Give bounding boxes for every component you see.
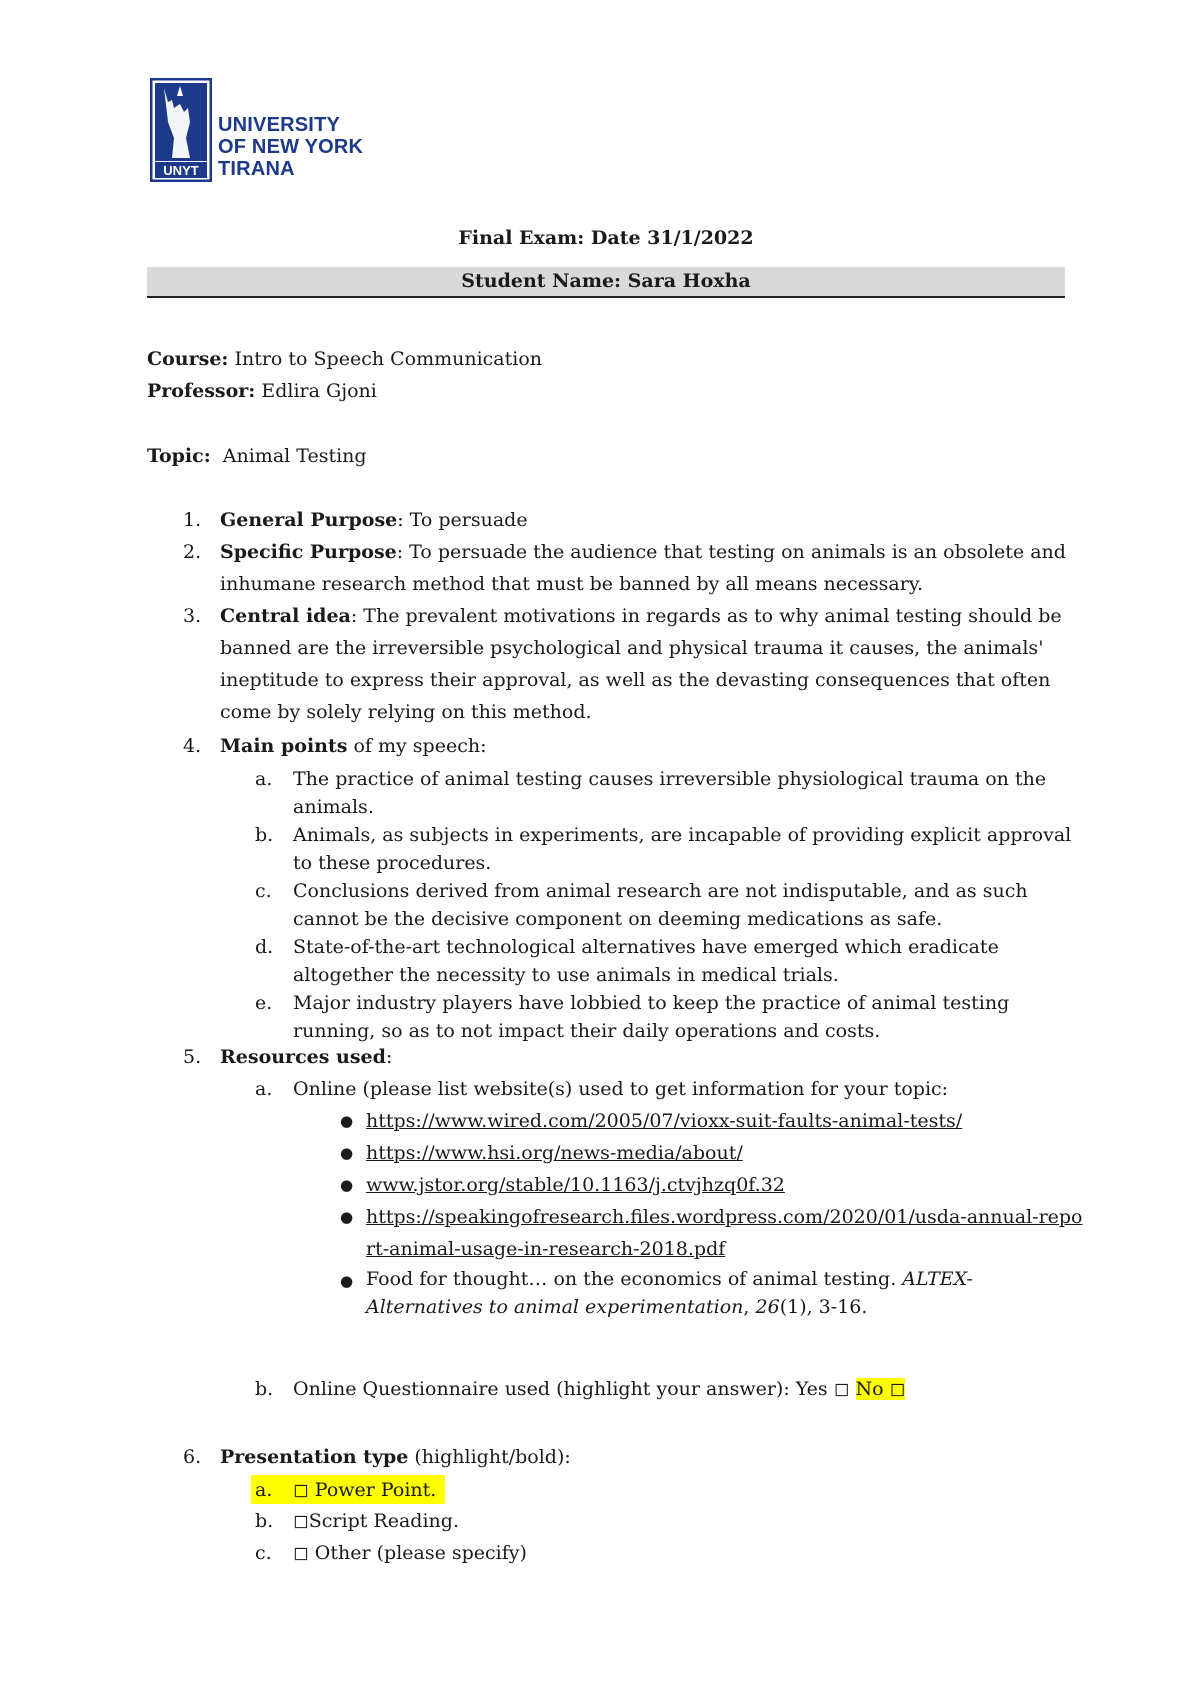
resource-link[interactable]: https://www.hsi.org/news-media/about/ [366, 1142, 743, 1164]
citation-sep: , [743, 1296, 756, 1318]
topic-line [147, 440, 367, 472]
resources-text: : [385, 1046, 393, 1068]
questionnaire-text: Online Questionnaire used (highlight your answer): Yes ◻ [293, 1378, 856, 1400]
option-script-reading: ◻Script Reading. [293, 1510, 459, 1532]
point-letter: a. [255, 768, 273, 790]
logo-line-3: TIRANA [218, 158, 295, 180]
professor-value: Edlira Gjoni [261, 380, 377, 402]
option-power-point: ◻ Power Point. [293, 1479, 437, 1501]
questionnaire-line [293, 1375, 1073, 1403]
citation-volume: 26 [755, 1296, 780, 1318]
option-letter: b. [255, 1510, 274, 1532]
questionnaire-answer: No ◻ [855, 1378, 906, 1400]
item-number: 5. [183, 1046, 202, 1068]
item-number: 1. [183, 509, 202, 531]
student-name-bar [147, 267, 1065, 298]
main-point-a: The practice of animal testing causes irreversible physiological trauma on the animals. [293, 768, 1047, 818]
option-other: ◻ Other (please specify) [293, 1542, 527, 1564]
item-number: 6. [183, 1446, 202, 1468]
bullet-icon: ● [340, 1144, 354, 1162]
item-number: 2. [183, 541, 202, 563]
bullet-icon: ● [340, 1176, 354, 1194]
specific-purpose [220, 536, 1090, 600]
point-letter: b. [255, 1378, 274, 1400]
topic-value: Animal Testing [222, 445, 367, 467]
main-point-e: Major industry players have lobbied to keep the practice of animal testing running, so as to not impact their daily operations and costs. [293, 992, 1010, 1042]
logo-line-1: UNIVERSITY [218, 114, 341, 136]
central-idea-label: Central idea [220, 605, 351, 627]
point-letter: c. [255, 880, 272, 902]
point-letter: e. [255, 992, 273, 1014]
main-points-text: of my speech: [347, 735, 487, 757]
citation-lead: Food for thought… on the economics of animal testing. [366, 1268, 903, 1290]
citation-rest: (1), 3-16. [779, 1296, 868, 1318]
course-value: Intro to Speech Communication [234, 348, 543, 370]
student-name-label: Student Name: [461, 270, 622, 292]
central-idea [220, 600, 1090, 728]
general-purpose-text: : To persuade [397, 509, 528, 531]
point-letter: d. [255, 936, 274, 958]
online-resources-label: Online (please list website(s) used to get information for your topic: [293, 1078, 949, 1100]
option-letter: a. [255, 1479, 273, 1501]
item-number: 4. [183, 735, 202, 757]
citation [366, 1265, 1086, 1321]
presentation-heading [220, 1441, 1090, 1473]
bullet-icon: ● [340, 1112, 354, 1130]
resource-link[interactable]: www.jstor.org/stable/10.1163/j.ctvjhzq0f.32 [366, 1174, 785, 1196]
main-point-b: Animals, as subjects in experiments, are incapable of providing explicit approval to these procedures. [293, 824, 1072, 874]
bullet-icon: ● [340, 1272, 354, 1290]
main-points-heading [220, 730, 1090, 762]
professor-line [147, 375, 377, 407]
item-number: 3. [183, 605, 202, 627]
specific-purpose-label: Specific Purpose [220, 541, 397, 563]
course-line [147, 343, 542, 375]
central-idea-text: : The prevalent motivations in regards as to why animal testing should be banned are the irreversible psychological and physical trauma it causes, the animals' ineptitude to express their approval, as well as the devasting consequences that often come by solely relying on this method. [220, 605, 1062, 723]
student-name-value: Sara Hoxha [627, 270, 751, 292]
resource-link[interactable]: https://www.wired.com/2005/07/vioxx-suit-faults-animal-tests/ [366, 1110, 963, 1132]
point-letter: a. [255, 1078, 273, 1100]
presentation-text: (highlight/bold): [408, 1446, 571, 1468]
point-letter: b. [255, 824, 274, 846]
general-purpose-label: General Purpose [220, 509, 398, 531]
logo-badge: UNYT [163, 163, 199, 178]
citation-journal: ALTEX-Alternatives to animal experimentation [366, 1268, 973, 1318]
professor-label: Professor: [147, 380, 256, 402]
course-label: Course: [147, 348, 229, 370]
main-points-label: Main points [220, 735, 348, 757]
option-letter: c. [255, 1542, 272, 1564]
main-point-d: State-of-the-art technological alternatives have emerged which eradicate altogether the necessity to use animals in medical trials. [293, 936, 999, 986]
resource-link[interactable]: https://speakingofresearch.files.wordpress.com/2020/01/usda-annual-report-animal-usage-in-research-2018.pdf [366, 1206, 1083, 1260]
resources-label: Resources used [220, 1046, 386, 1068]
topic-label: Topic: [147, 445, 211, 467]
specific-purpose-text: : To persuade the audience that testing on animals is an obsolete and inhumane research method that must be banned by all means necessary. [220, 541, 1066, 595]
logo-wordmark [218, 114, 363, 180]
main-point-c: Conclusions derived from animal research are not indisputable, and as such cannot be the decisive component on deeming medications as safe. [293, 880, 1028, 930]
bullet-icon: ● [340, 1208, 354, 1226]
presentation-label: Presentation type [220, 1446, 409, 1468]
statue-of-liberty-icon [150, 78, 212, 182]
general-purpose [220, 504, 1090, 536]
logo-line-2: OF NEW YORK [218, 136, 364, 158]
exam-title: Final Exam: Date 31/1/2022 [458, 227, 754, 249]
resources-heading [220, 1041, 1090, 1073]
university-logo [150, 78, 363, 182]
